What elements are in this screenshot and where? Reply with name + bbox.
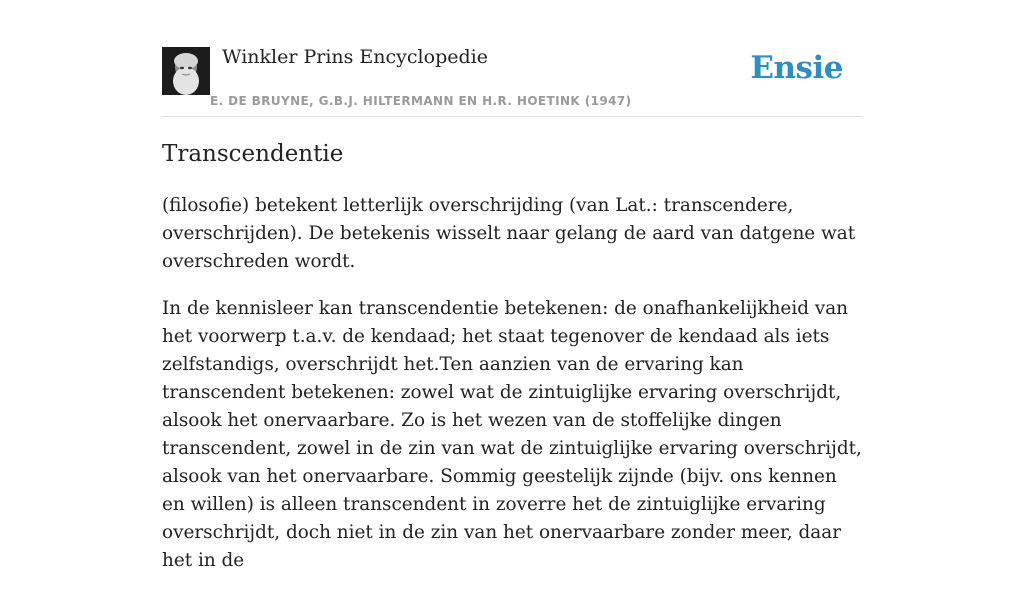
source-title[interactable]: Winkler Prins Encyclopedie bbox=[222, 46, 488, 68]
article-paragraph: In de kennisleer kan transcendentie betekenen: de onafhankelijkheid van het voorwerp t.a.v. de kendaad; het staat tegenover de kendaad als iets zelfstandigs, overschrijdt het.Ten aanzien van de ervaring kan transcendent betekenen: zowel wat de zintuiglijke ervaring overschrijdt, alsook het onervaarbare. Zo is het wezen van de stoffelijke dingen transcendent, zowel in de zin van wat de zintuiglijke ervaring overschrijdt, alsook van het onervaarbare. Sommig geestelijk zijnde (bijv. ons kennen en willen) is alleen transcendent in zoverre het de zintuiglijke ervaring overschrijdt, doch niet in de zin van het onervaarbare zonder meer, daar het in de bbox=[162, 298, 862, 571]
article-page bbox=[162, 0, 862, 571]
article-paragraph: (filosofie) betekent letterlijk overschrijding (van Lat.: transcendere, overschrijden). De betekenis wisselt naar gelang de aard van datgene wat overschreden wordt. bbox=[162, 195, 856, 272]
author-portrait-icon[interactable] bbox=[162, 47, 210, 95]
portrait-graphic bbox=[162, 47, 210, 95]
brand-logo[interactable]: Ensie bbox=[750, 50, 843, 86]
article-body bbox=[162, 192, 862, 594]
source-authors: E. DE BRUYNE, G.B.J. HILTERMANN EN H.R. HOETINK (1947) bbox=[210, 94, 632, 108]
source-header bbox=[162, 0, 862, 117]
article-title: Transcendentie bbox=[162, 141, 344, 167]
